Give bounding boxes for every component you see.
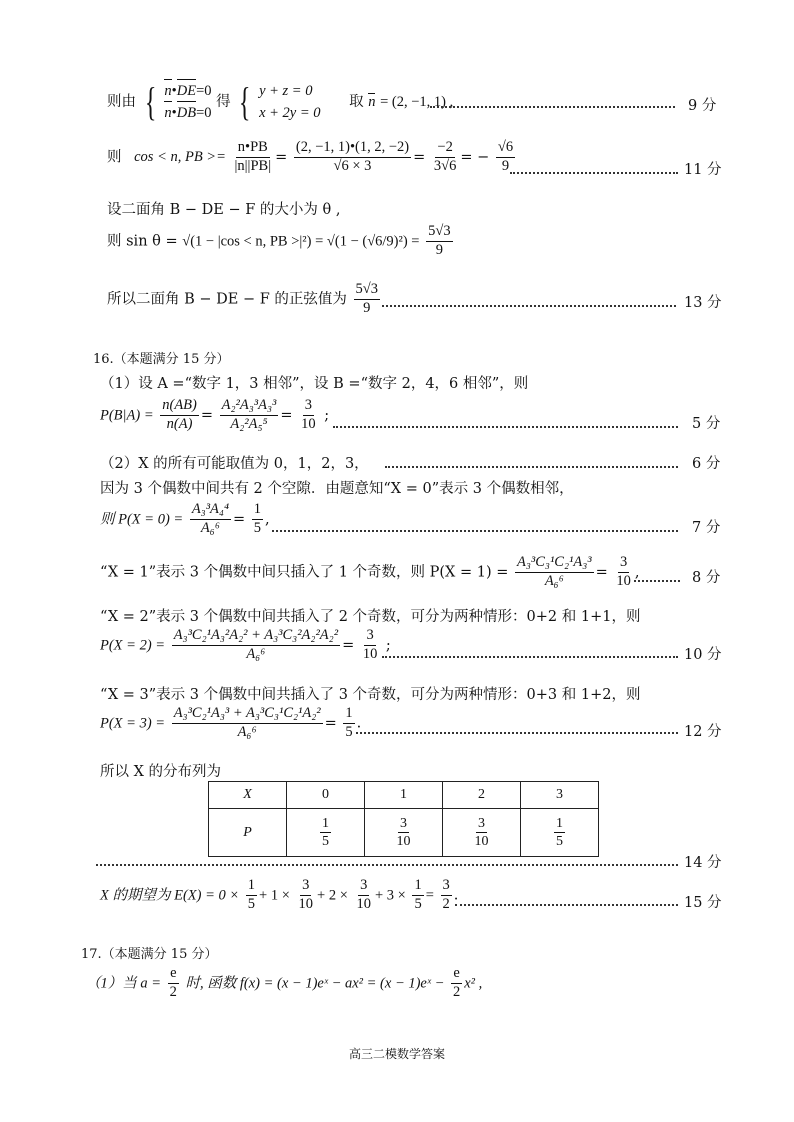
text-get: 得 — [216, 94, 231, 110]
sin-lhs: 则 sin θ = — [107, 233, 178, 250]
q15-line-1 — [107, 80, 453, 124]
frac-exp: $\frac{3}{10}$ — [356, 877, 371, 912]
score-15: 15 分 — [684, 895, 722, 911]
q17-title: 17.（本题满分 15 分） — [81, 947, 218, 962]
cos-expr: cos < n, PB >= — [134, 149, 226, 166]
q16-part1-formula: P(B|A) = $\frac{n(AB)}{n(A)}$ = $\frac{\text{A₂²A₃³A₃³}}{\text{A₂²A₅⁵}}$ = $\frac{3}{10}$ ; — [100, 397, 330, 432]
sine-conclusion: 所以二面角 B − DE − F 的正弦值为 — [107, 291, 347, 308]
frac-px2-res: $\frac{3}{10}$ — [362, 627, 378, 662]
expectation-line: X 的期望为 E(X) = 0 × $\frac{1}{5}$ + 1 × $\frac{3}{10}$ + 2 × $\frac{3}{10}$ + 3 × $\frac{1}{5}$ = $\frac{3}{2}$ . — [100, 877, 459, 912]
frac-sin-result: $\frac{5√3}{9}$ — [428, 223, 451, 258]
frac-perm: $\frac{\text{A₂²A₃³A₃³}}{\text{A₂²A₅⁵}}$ — [221, 397, 277, 432]
dot-leader — [634, 580, 680, 582]
score-11: 11 分 — [684, 162, 722, 178]
table-cell: $\frac{3}{10}$ — [365, 809, 443, 857]
cond-prob-lhs: P(B|A) = — [100, 407, 154, 424]
q16-px0: 则 P(X = 0) = $\frac{\text{A₃³A₄⁴}}{\text{A₆⁶}}$ = $\frac{1}{5}$ , — [100, 501, 270, 536]
score-5: 5 分 — [692, 416, 721, 432]
q15-line-4 — [107, 224, 455, 259]
table-cell: $\frac{1}{5}$ — [287, 809, 365, 857]
dot-leader — [382, 656, 678, 658]
q16-part2-gaps: 因为 3 个偶数中间共有 2 个空隙．由题意知“X = 0”表示 3 个偶数相邻， — [100, 481, 574, 497]
frac-a: $\frac{e}{2}$ — [169, 965, 177, 1000]
frac-px0: $\frac{\text{A₃³A₄⁴}}{\text{A₆⁶}}$ — [191, 501, 229, 536]
frac-exp: $\frac{3}{10}$ — [298, 877, 314, 912]
q17-when: （1）当 a = — [86, 975, 162, 992]
table-cell: 1 — [365, 782, 443, 809]
q17-func: 时, 函数 f(x) = (x − 1)eˣ − ax² = (x − 1)eˣ − — [185, 975, 445, 992]
frac-exp: $\frac{1}{5}$ — [414, 877, 422, 912]
table-row — [209, 782, 599, 809]
q16-px2-text: “X = 2”表示 3 个偶数中间共插入了 2 个奇数，可分为两种情形：0+2 和 1+1，则 — [100, 609, 641, 625]
page-footer: 高三二模数学答案 — [348, 1047, 445, 1061]
vec-db: DB — [177, 102, 196, 124]
vec-de: DE — [177, 80, 196, 102]
table-cell: 3 — [521, 782, 599, 809]
q15-line-2: 则 cos < n, PB >= $\frac{n•PB}{|n||PB|}$ = $\frac{(2, -1, 1)•(1, 2, -2)}{√6 \times 3}$ = $\frac{-2}{3√6}$ = − $\frac{√6}{9}$ — [107, 139, 514, 174]
q16-px2: P(X = 2) = $\frac{\text{A₃³C₂¹A₃²A₂² + A₃³C₃²A₂²A₂²}}{\text{A₆⁶}}$ = $\frac{3}{10}$ ; — [100, 627, 391, 662]
score-9: 9 分 — [688, 98, 717, 114]
dot-leader — [510, 172, 678, 174]
q17-part1 — [86, 966, 482, 1001]
dist-title: 所以 X 的分布列为 — [100, 764, 222, 780]
table-cell: P — [209, 809, 287, 857]
table-cell: 0 — [287, 782, 365, 809]
frac-cos-2: $\frac{(2, -1, 1)•(1, 2, -2)}{√6 \times 3}$ — [295, 139, 410, 174]
frac-px1: $\frac{\text{A₃³C₃¹C₂¹A₃³}}{\text{A₆⁶}}$ — [517, 554, 592, 589]
px0-lhs: 则 P(X = 0) = — [100, 511, 184, 528]
frac-coef: $\frac{e}{2}$ — [452, 965, 461, 1000]
dot-leader — [385, 466, 678, 468]
q16-px1: “X = 1”表示 3 个偶数中间只插入了 1 个奇数，则 P(X = 1) = $\frac{\text{A₃³C₃¹C₂¹A₃³}}{\text{A₆⁶}}$ = $\frac{3}{10}$ , — [100, 554, 640, 589]
frac-px3-res: $\frac{1}{5}$ — [345, 705, 353, 740]
distribution-table — [208, 781, 599, 857]
table-cell: X — [209, 782, 287, 809]
frac-sine-value: $\frac{5√3}{9}$ — [355, 281, 378, 316]
frac-exp-result: $\frac{3}{2}$ — [442, 877, 450, 912]
q15-line-5 — [107, 282, 382, 317]
dot-leader — [272, 530, 678, 532]
frac-exp: $\frac{1}{5}$ — [247, 877, 256, 912]
score-14: 14 分 — [684, 855, 722, 871]
table-cell: $\frac{1}{5}$ — [521, 809, 599, 857]
score-12: 12 分 — [684, 724, 722, 740]
score-7: 7 分 — [692, 520, 721, 536]
dot-leader — [382, 305, 676, 307]
system-equations — [259, 80, 320, 124]
px2-lhs: P(X = 2) = — [100, 637, 166, 654]
eq-x2y: x + 2y = 0 — [259, 105, 321, 121]
dot-leader — [430, 106, 675, 108]
brace-left: { — [144, 79, 156, 124]
frac-3-10: $\frac{3}{10}$ — [301, 397, 316, 432]
text-then: 则 — [107, 149, 122, 166]
px3-lhs: P(X = 3) = — [100, 715, 166, 732]
q16-part2-intro: （2）X 的所有可能取值为 0，1，2，3， — [100, 456, 369, 472]
q16-title: 16.（本题满分 15 分） — [93, 352, 230, 367]
score-8: 8 分 — [692, 570, 721, 586]
brace-left-2: { — [239, 79, 251, 124]
sin-expr: √(1 − |cos < n, PB >|²) = √(1 − (√6/9)²) = — [182, 233, 420, 250]
frac-px2: $\frac{\text{A₃³C₂¹A₃²A₂² + A₃³C₃²A₂²A₂²}}{\text{A₆⁶}}$ — [173, 627, 339, 662]
dot-leader — [455, 904, 678, 906]
vec-n: n — [368, 94, 376, 110]
table-row — [209, 809, 599, 857]
q17-end: x² , — [464, 975, 483, 992]
score-6: 6 分 — [692, 456, 721, 472]
q16-px3-text: “X = 3”表示 3 个偶数中间共插入了 3 个奇数，可分为两种情形：0+3 和 1+2，则 — [100, 687, 641, 703]
dot-leader — [96, 864, 678, 866]
frac-px1-res: $\frac{3}{10}$ — [616, 554, 631, 589]
system-vectors: n•DE=0 n•DB=0 — [164, 80, 211, 124]
eq-zero-1: =0 — [196, 83, 212, 99]
text-take: 取 — [349, 94, 364, 110]
eq-zero-2: =0 — [196, 105, 212, 121]
score-13: 13 分 — [684, 295, 722, 311]
frac-px3: $\frac{\text{A₃³C₂¹A₃³ + A₃³C₃¹C₂¹A₂²}}{\text{A₆⁶}}$ — [173, 705, 321, 740]
text-then-from: 则由 — [107, 94, 136, 110]
frac-px0-res: $\frac{1}{5}$ — [253, 501, 262, 536]
frac-cos-1: $\frac{n•PB}{|n||PB|}$ — [234, 139, 272, 174]
score-10: 10 分 — [684, 647, 722, 663]
q16-px3: P(X = 3) = $\frac{\text{A₃³C₂¹A₃³ + A₃³C₃¹C₂¹A₂²}}{\text{A₆⁶}}$ = $\frac{1}{5}$ . — [100, 705, 362, 740]
table-cell: 2 — [443, 782, 521, 809]
dot-leader — [356, 732, 678, 734]
table-cell: $\frac{3}{10}$ — [443, 809, 521, 857]
frac-cos-4: $\frac{√6}{9}$ — [497, 139, 514, 174]
n-value: = (2, −1, 1) , — [380, 94, 454, 110]
eq-yz: y + z = 0 — [259, 83, 313, 99]
exp-lhs: X 的期望为 E(X) = 0 × — [100, 887, 240, 904]
px1-text: “X = 1”表示 3 个偶数中间只插入了 1 个奇数，则 P(X = 1) = — [100, 564, 509, 581]
frac-nab: $\frac{n(AB)}{n(A)}$ — [162, 397, 197, 432]
frac-cos-3: $\frac{-2}{3√6}$ — [433, 139, 457, 174]
dot-leader — [333, 426, 678, 428]
q15-line-3: 设二面角 B − DE − F 的大小为 θ , — [107, 202, 341, 218]
q16-part1-intro: （1）设 A =“数字 1，3 相邻”，设 B =“数字 2，4，6 相邻”，则 — [100, 376, 529, 392]
